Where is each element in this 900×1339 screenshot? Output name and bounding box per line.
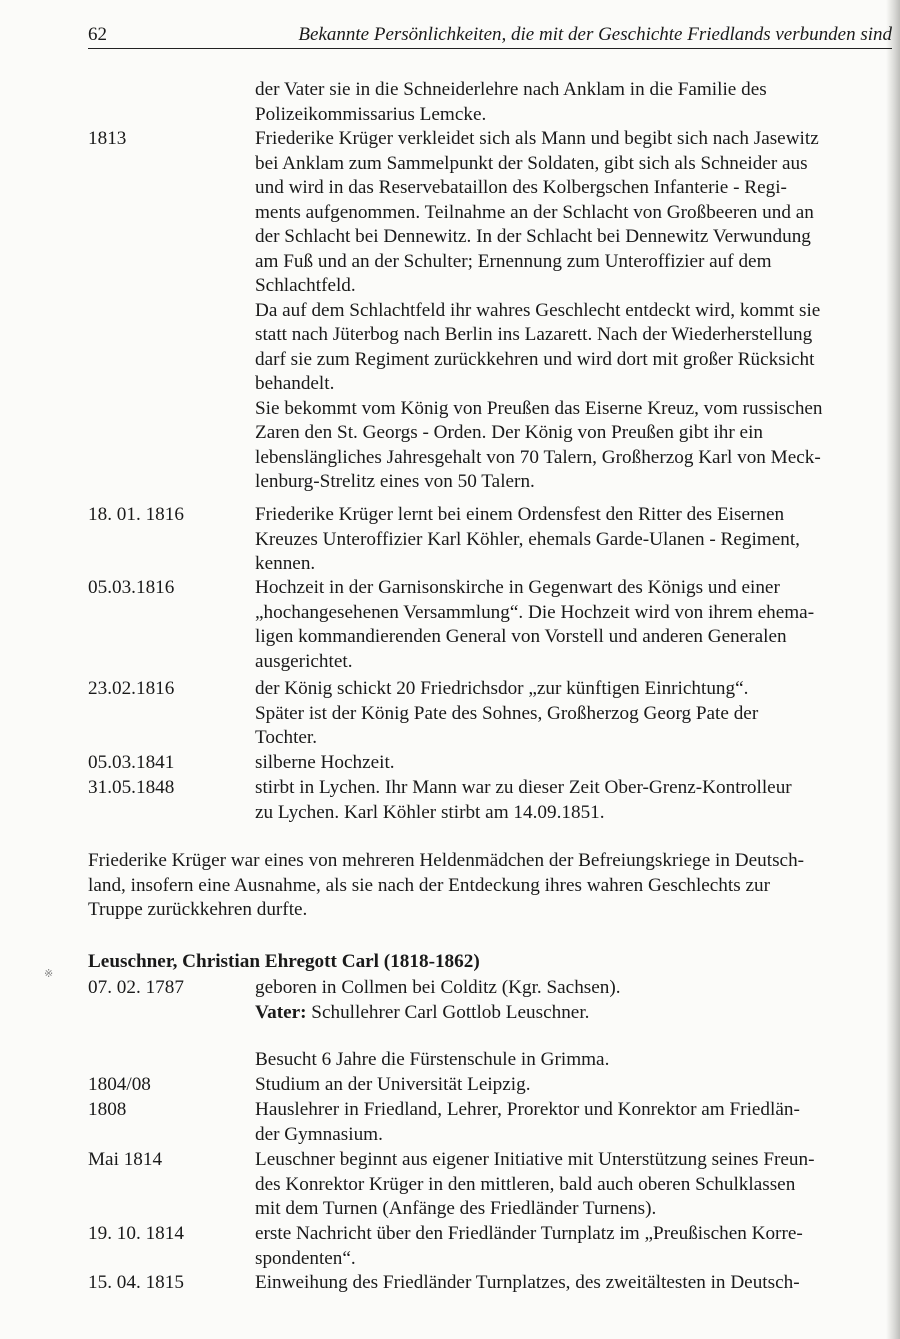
entry-date: 23.02.1816	[88, 678, 175, 699]
entry-text: silberne Hochzeit.	[255, 752, 395, 773]
entry-date: Mai 1814	[88, 1149, 163, 1170]
entry-text: Friederike Krüger lernt bei einem Ordensfest den Ritter des Eisernen Kreuzes Unteroffizier Karl Köhler, ehemals Garde-Ulanen - Regiment, kennen.	[255, 504, 800, 574]
entry-text: der König schickt 20 Friedrichsdor „zur künftigen Einrichtung“. Später ist der König Pate des Sohnes, Großherzog Georg Pate der Tochter.	[255, 678, 759, 748]
section-heading: Leuschner, Christian Ehregott Carl (1818-1862)	[88, 951, 480, 972]
entry-text: der Vater sie in die Schneiderlehre nach Anklam in die Familie des Polizeikommissarius Lemcke.	[255, 79, 767, 125]
birth-text: geboren in Collmen bei Colditz (Kgr. Sachsen).	[255, 977, 621, 998]
entry-date: 31.05.1848	[88, 777, 175, 798]
entry-text: Einweihung des Friedländer Turnplatzes, des zweitältesten in Deutsch-	[255, 1272, 800, 1293]
entry-text: Besucht 6 Jahre die Fürstenschule in Grimma.	[255, 1049, 610, 1070]
entry-date: 05.03.1841	[88, 752, 175, 773]
entry-text: erste Nachricht über den Friedländer Turnplatz im „Preußischen Korre- spondenten“.	[255, 1223, 803, 1269]
entry-date: 1808	[88, 1099, 127, 1120]
father-label: Vater:	[255, 1001, 307, 1023]
entry-date: 15. 04. 1815	[88, 1272, 184, 1293]
entry-date: 1804/08	[88, 1074, 151, 1095]
page-number: 62	[88, 24, 107, 45]
entry-text: Studium an der Universität Leipzig.	[255, 1074, 531, 1095]
entry-text: Hauslehrer in Friedland, Lehrer, Prorektor und Konrektor am Friedlän- der Gymnasium.	[255, 1099, 800, 1145]
entry-text: Hochzeit in der Garnisonskirche in Gegenwart des Königs und einer „hochangesehenen Versammlung“. Die Hochzeit wird von ihrem ehema- ligen kommandierenden General von Vorstell und anderen Generalen ausgerichtet.	[255, 577, 815, 672]
page-header	[88, 18, 892, 49]
entry-date: 1813	[88, 128, 127, 149]
father-text: Schullehrer Carl Gottlob Leuschner.	[306, 1001, 590, 1023]
entry-text	[255, 976, 895, 1025]
margin-mark-icon: ※	[44, 968, 54, 980]
entry-text: Friederike Krüger verkleidet sich als Mann und begibt sich nach Jasewitz bei Anklam zum Sammelpunkt der Soldaten, gibt sich als Schneider aus und wird in das Reservebataillon des Kolbergschen Infanterie - Regi- ments aufgenommen. Teilnahme an der Schlacht von Großbeeren und an der Schlacht bei Dennewitz. In der Schlacht bei Dennewitz Verwundung am Fuß und an der Schulter; Ernennung zum Unteroffizier auf dem Schlachtfeld. Da auf dem Schlachtfeld ihr wahres Geschlecht entdeckt wird, kommt sie statt nach Jüterbog nach Berlin ins Lazarett. Nach der Wiederherstellung darf sie zum Regiment zurückkehren und wird dort mit großer Rücksicht behandelt. Sie bekommt vom König von Preußen das Eiserne Kreuz, vom russischen Zaren den St. Georgs - Orden. Der König von Preußen gibt ihr ein lebenslängliches Jahresgehalt von 70 Talern, Großherzog Karl von Meck- lenburg-Strelitz eines von 50 Talern.	[255, 128, 823, 492]
entry-date: 18. 01. 1816	[88, 504, 184, 525]
summary-paragraph: Friederike Krüger war eines von mehreren Heldenmädchen der Befreiungskriege in Deutsch- land, insofern eine Ausnahme, als sie nach der Entdeckung ihres wahren Geschlechts zur Truppe zurückkehren durfte.	[88, 850, 805, 920]
entry-text: stirbt in Lychen. Ihr Mann war zu dieser Zeit Ober-Grenz-Kontrolleur zu Lychen. Karl Köhler stirbt am 14.09.1851.	[255, 777, 792, 823]
entry-text: Leuschner beginnt aus eigener Initiative mit Unterstützung seines Freun- des Konrektor Krüger in den mittleren, bald auch oberen Schulklassen mit dem Turnen (Anfänge des Friedländer Turnens).	[255, 1149, 815, 1219]
entry-date: 05.03.1816	[88, 577, 175, 598]
entry-date: 19. 10. 1814	[88, 1223, 184, 1244]
entry-date: 07. 02. 1787	[88, 977, 184, 998]
running-title: Bekannte Persönlichkeiten, die mit der Geschichte Friedlands verbunden sind	[298, 24, 892, 45]
